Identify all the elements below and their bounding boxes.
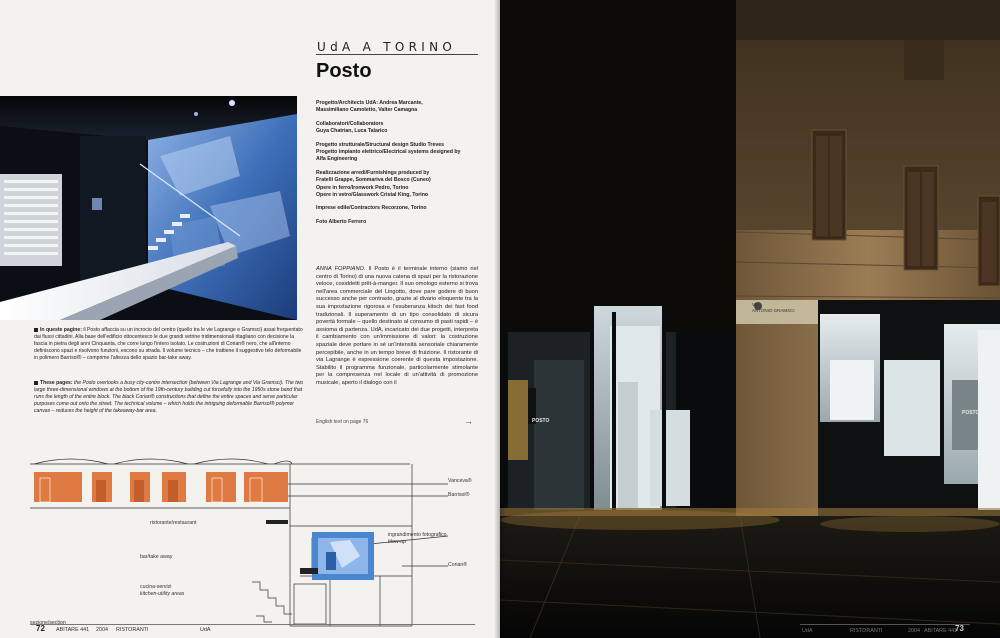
label-blowup <box>388 532 447 545</box>
credit-block <box>316 121 494 136</box>
label-vanceva-text: Vanceva® <box>448 478 472 484</box>
credit-line: Alfa Engineering <box>316 156 358 163</box>
credit-line: Foto Alberto Ferrero <box>316 218 367 225</box>
footer-left-studio: UdA <box>200 627 211 633</box>
english-text-link[interactable]: English text on page 76 <box>316 419 369 425</box>
credit-line: Opere in vetro/Glasswork Cristal King, Torino <box>316 192 429 199</box>
credit-block <box>316 100 494 115</box>
label-blowup-text-en: blow-up <box>388 538 407 545</box>
article-text: Il Posto è il terminale interno (siamo nel centro di Torino) di una nuova catena di spazi per la ristorazione veloce, cosiddetti prêt-à-manger. Il suo omologo esterno si trova nell'area commerciale del Lingotto, dove pare godere di buon successo anche per contrasto, grazie al divario eloquente tra la sua impostazione rigorosa e l'esuberanza kitsch dei fast food tradizionali. Il superamento di un tipo consolidato di sicura povertà formale – quello destinato al consumo di pasti rapidi – è assioma di partenza. UdA, incaricato dei due progetti, interpreta il cambiamento con un'immissione di valori: la costruzione spaziale deve portare in sé un'intensità sensoriale chiaramente percepibile, anche in un tempo breve di fruizione. Il ristorante di via Lagrange è espressione coerente di questa impostazione. Stabilito il programma funzionale, particolarmente stimolante per la compresenza nel locale di un'attività di promozione musicale, aperto il dialogo con il <box>316 266 479 386</box>
exterior-night-photo <box>500 0 1000 638</box>
footer-left <box>0 626 500 638</box>
bullet-square-icon <box>34 381 38 385</box>
right-page <box>500 0 1000 638</box>
label-kitchen <box>140 584 184 597</box>
credit-line: Collaboratori/Collaborators <box>316 120 384 127</box>
label-blowup-text-it: ingrandimento fotografico <box>388 532 447 538</box>
caption-italian-text: il Posto affaccia su un incrocio del centro (quello tra le vie Lagrange e Gramsci) assai frequentato dai flussi cittadini. Alla base dell'edificio ottocentesco le due grandi vetrine tridimensionali ritagliano con decisione la fascia in pietra degli anni Cinquanta, che corre lungo l'intero isolato. Le costruzioni di Corian® nero, che all'interno definiscono spazi e risolvono funzioni, escono su strada. Il volume tecnico – che trattiene il suggestivo telo deformabile in polimero Barrisol® – comprime l'altezza dello spazio bar-take away. <box>34 327 303 361</box>
shop-sign-right: POSTO <box>962 410 980 416</box>
project-credits <box>316 100 494 232</box>
footer-right-year: 2004 <box>908 628 920 634</box>
page-number-left: 72 <box>36 624 45 633</box>
caption-english-lead: These pages: <box>40 380 73 386</box>
interior-photo-graphic <box>0 96 297 320</box>
credit-line: Imprese edile/Contractors Recorzone, Torino <box>316 205 427 212</box>
footer-rule-right <box>800 624 970 625</box>
footer-left-issue: ABITARE 441 <box>56 627 90 633</box>
credit-line: Massimiliano Camoletto, Valter Camagna <box>316 107 418 114</box>
footer-left-section: RISTORANTI <box>116 627 149 633</box>
credit-line: Fratelli Grappe, Sommariva del Bosco (Cuneo) <box>316 177 431 184</box>
caption-english-text: the Posto overlooks a busy city-centre intersection (between Via Lagrange and Via Gramsci). The two large three-dimensional windows at the bottom of the 19th-century building cut forcefully into the 1950s stone band that runs the length of the entire block. The black Corian® constructions that define the entire spaces and serve particular purposes come out onto the street. The technical volume – which holds the intriguing deformable Barrisol® polymer canvas – reduces the height of the takeaway-bar area. <box>34 380 304 414</box>
caption-english <box>34 380 306 415</box>
arrow-right-icon: → <box>464 416 473 426</box>
credit-line: Progetto impianto elettrico/Electrical systems designed by <box>316 149 461 156</box>
footer-rule-left <box>30 624 475 625</box>
page-gutter <box>494 0 506 638</box>
label-kitchen-text-it: cucina-servizi <box>140 584 172 590</box>
label-restaurant <box>150 520 196 527</box>
footer-right-issue: ABITARE 441 <box>924 628 958 634</box>
street-sign-line-2: ANTONIO GRAMSCI <box>752 307 795 313</box>
footer-right-studio: UdA <box>802 628 813 634</box>
label-restaurant-text: ristorante/restaurant <box>150 520 197 526</box>
street-sign-line-1: VIA <box>752 302 760 307</box>
label-barrisol-text: Barrisol® <box>448 492 470 498</box>
section-drawing <box>30 456 475 630</box>
bullet-square-icon <box>34 328 38 332</box>
credit-block <box>316 170 494 200</box>
caption-italian-lead: In queste pagine: <box>40 327 82 333</box>
label-kitchen-text-en: kitchen-utility areas <box>140 590 185 597</box>
caption-italian <box>34 327 306 362</box>
credit-block <box>316 219 494 226</box>
footer-left-year: 2004 <box>96 627 108 633</box>
article-byline: ANNA FOPPIANO. <box>316 266 366 272</box>
credit-line: Progetto strutturale/Structural design Studio Treves <box>316 141 444 148</box>
label-corian <box>448 562 467 569</box>
series-title: UdA A TORINO <box>317 40 457 54</box>
credit-line: Guya Chatrian, Luca Talarico <box>316 128 388 135</box>
label-section-text: sezione/section <box>30 620 66 626</box>
series-rule <box>316 54 478 55</box>
credit-line: Realizzazione arredi/Furnishings produced by <box>316 169 430 176</box>
credit-line: Opere in ferro/Ironwork Pedro, Torino <box>316 184 409 191</box>
page-title: Posto <box>316 60 372 82</box>
credit-block <box>316 142 494 164</box>
label-barrisol <box>448 492 469 499</box>
label-bar-text: bar/take away <box>140 554 173 560</box>
article-body <box>316 266 478 388</box>
label-vanceva <box>448 478 472 485</box>
shop-sign-left: POSTO <box>532 418 550 424</box>
street-sign <box>752 302 795 313</box>
interior-photo <box>0 96 297 320</box>
credit-line: Progetto/Architects UdA: Andrea Marcante, <box>316 100 423 106</box>
credit-block <box>316 205 494 212</box>
label-bar <box>140 554 172 561</box>
label-corian-text: Corian® <box>448 562 468 568</box>
footer-right-section: RISTORANTI <box>850 628 883 634</box>
page-number-right: 73 <box>955 624 964 633</box>
